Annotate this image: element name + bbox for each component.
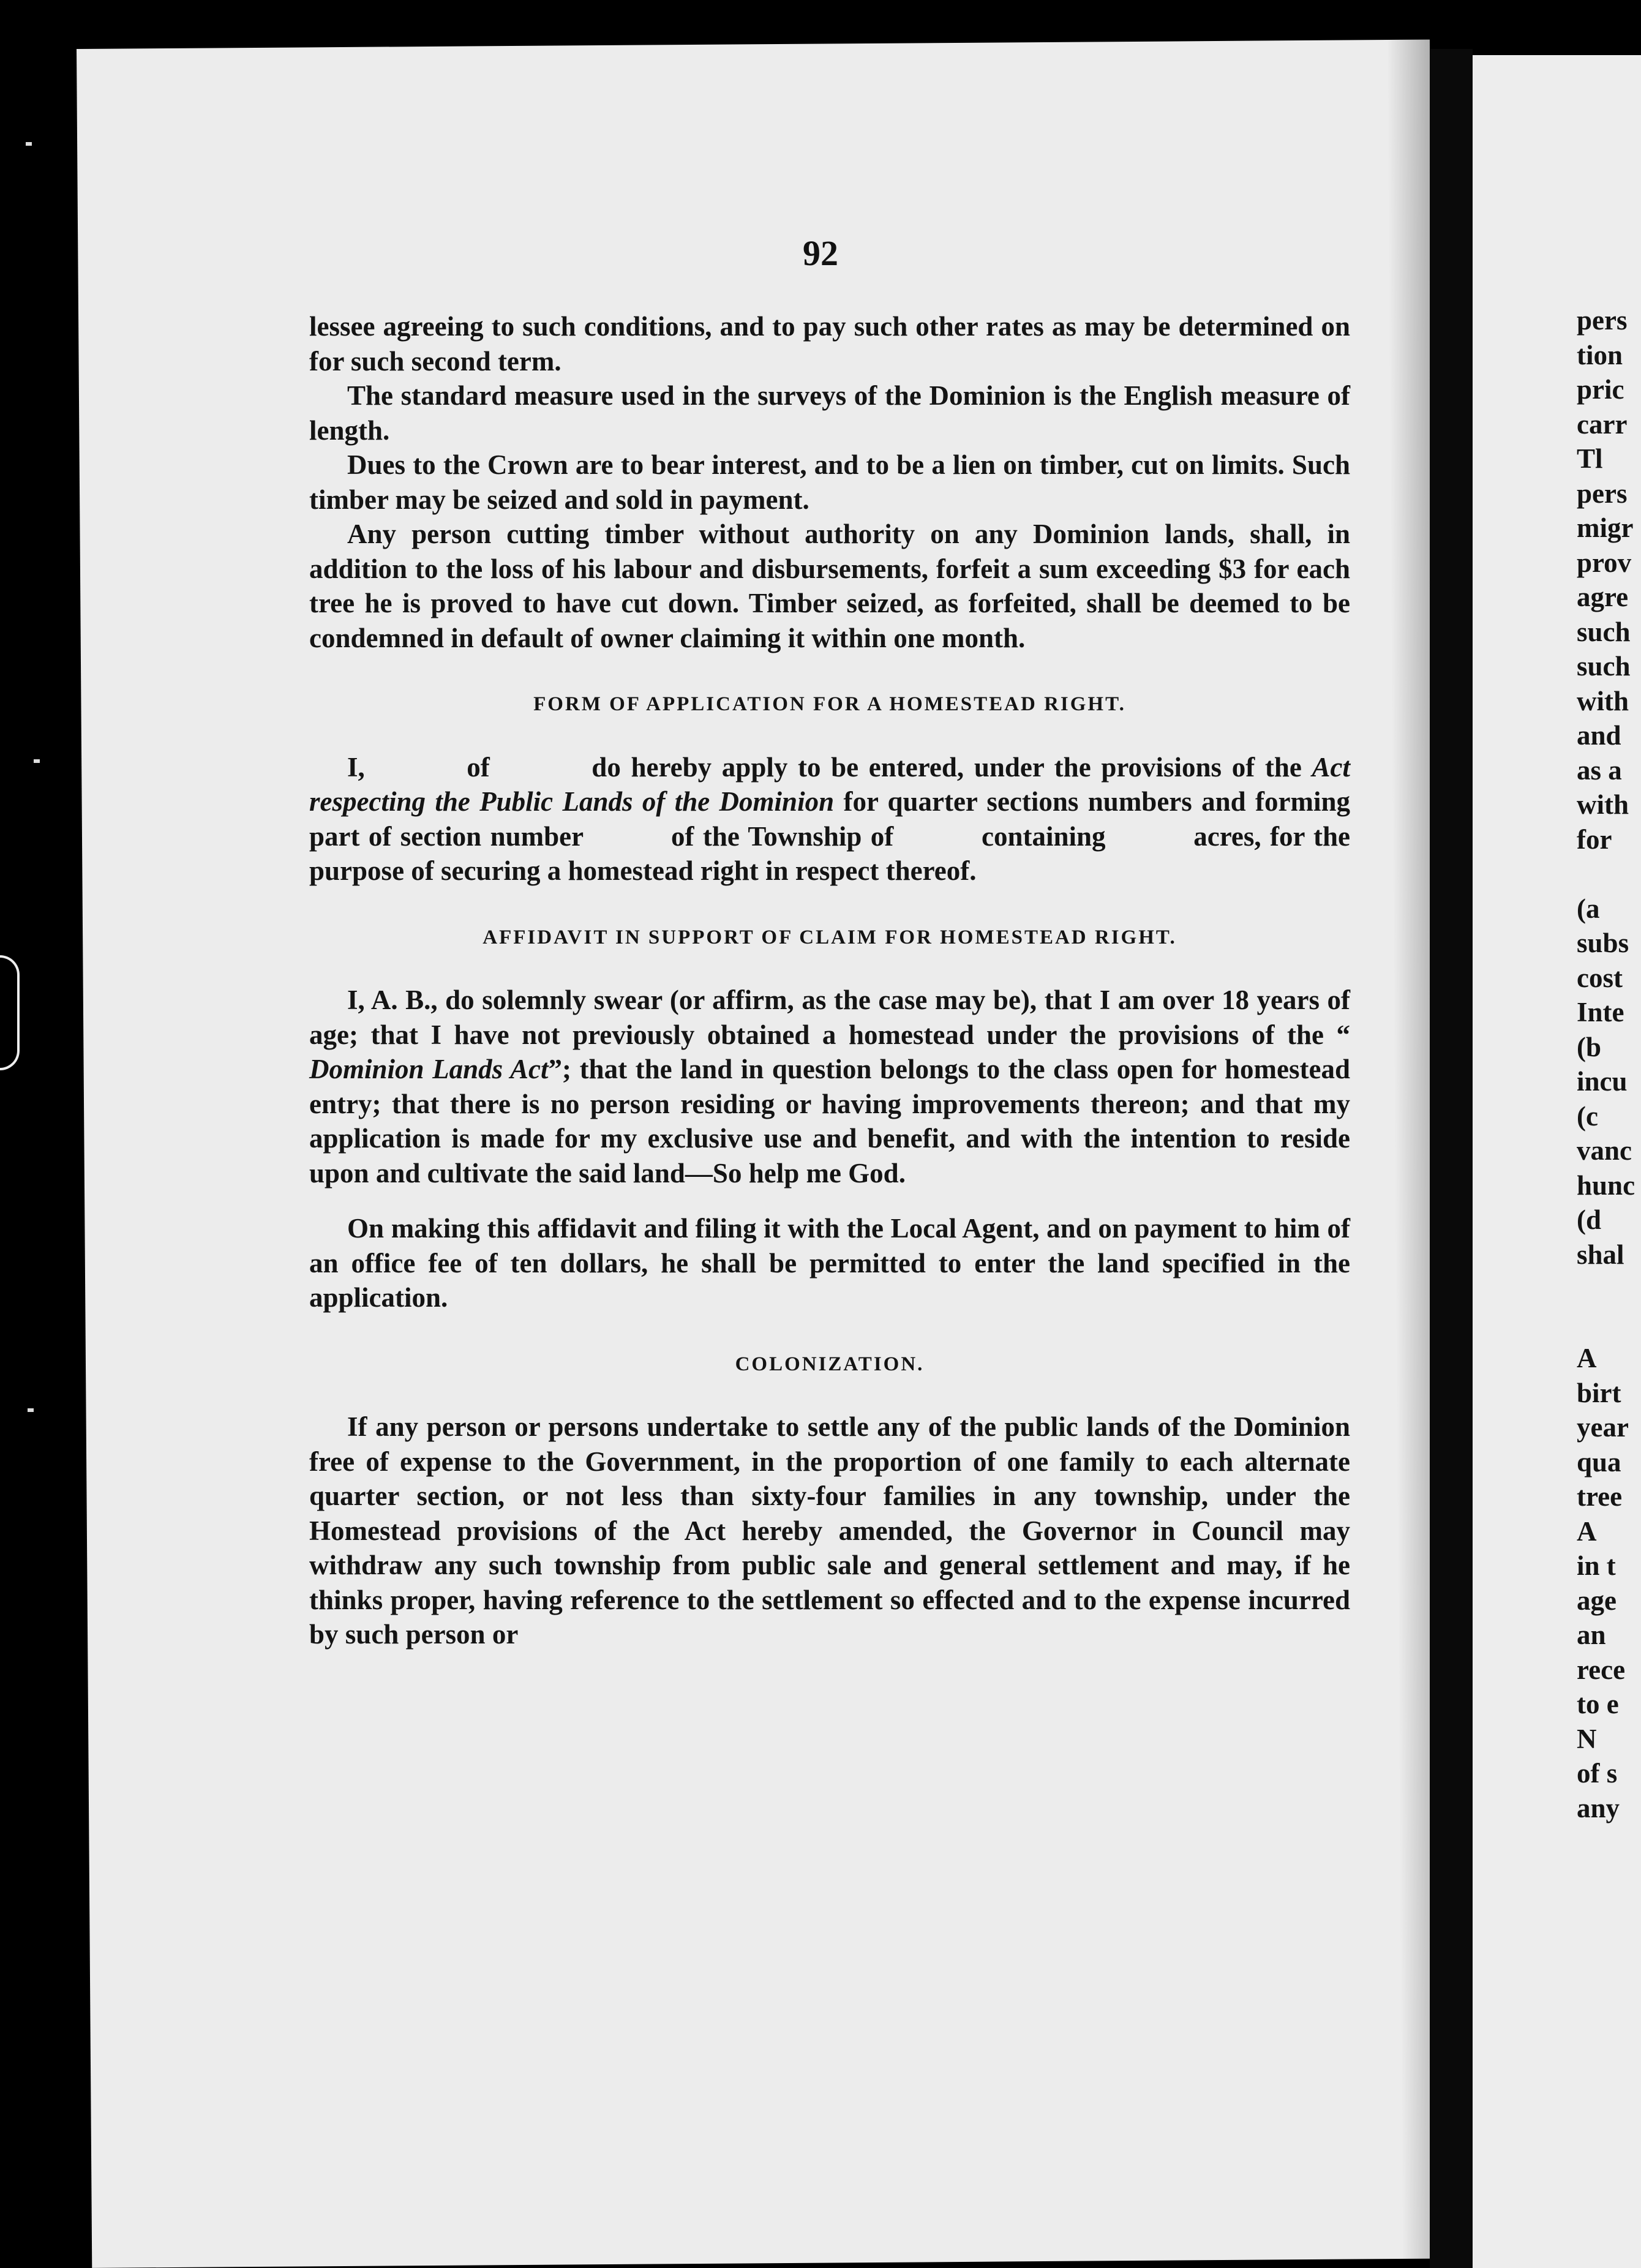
- heading-colonization: COLONIZATION.: [735, 1353, 925, 1375]
- right-page-line: tree: [1577, 1481, 1623, 1512]
- right-page-line: migr: [1577, 513, 1634, 543]
- right-page-line: (c: [1577, 1100, 1598, 1132]
- right-page-line: cost: [1577, 962, 1623, 993]
- right-page-line: (a: [1577, 893, 1600, 924]
- right-page-line: as a: [1577, 754, 1622, 786]
- right-page-line: shal: [1577, 1239, 1624, 1270]
- right-page-line: Inte: [1577, 997, 1624, 1027]
- right-page-line: [1577, 1307, 1635, 1342]
- right-page-line: carr: [1577, 408, 1628, 440]
- paragraph-office-fee: On making this affidavit and filing it with the Local Agent, and on payment to him of an office fee of ten dollars, he shall be permitted to enter the land specified in the application.: [309, 1213, 1350, 1313]
- paragraph-application-form: [309, 750, 1357, 888]
- paragraph-colonization: If any person or persons undertake to settle any of the public lands of the Dominion free of expense to the Government, in the proportion of one family to each alternate quarter section, or not less than sixty-four families in any township, under the Homestead provisions of the Act hereby amended, the Governor in Council may withdraw any such township from public sale and general settlement and may, if he thinks proper, having reference to the settlement so effected and to the expense incurred by such person or: [309, 1411, 1350, 1650]
- dominion-lands-act-title: Dominion Lands Act: [309, 1054, 549, 1084]
- paragraph-affidavit: [309, 983, 1350, 1190]
- right-page-line: pers: [1577, 305, 1628, 336]
- right-page-line: vanc: [1577, 1135, 1632, 1166]
- page-number: 92: [803, 233, 838, 273]
- right-page-line: with: [1577, 789, 1629, 820]
- right-page-line: [1577, 857, 1635, 892]
- paragraph-lessee: lessee agreeing to such conditions, and to pay such other rates as may be determined on for such second term.: [309, 311, 1350, 377]
- right-page-line: with: [1577, 685, 1629, 716]
- right-page-line: tion: [1577, 339, 1623, 370]
- right-page-line: subs: [1577, 928, 1629, 958]
- book-gutter: [1430, 49, 1473, 2268]
- right-page-line: any: [1577, 1792, 1620, 1823]
- scan-speck: [28, 1408, 34, 1412]
- right-page-line: A: [1577, 1343, 1597, 1373]
- right-page-line: N: [1577, 1723, 1597, 1754]
- act-title: Act respecting the Public Lands of the Dominion: [309, 751, 1350, 817]
- right-page-line: prov: [1577, 547, 1632, 578]
- scan-edge-mark: [0, 955, 20, 1070]
- right-page-line: pric: [1577, 374, 1624, 405]
- scan-speck: [26, 142, 32, 146]
- right-page-line: (d: [1577, 1204, 1602, 1235]
- right-page-line: birt: [1577, 1377, 1621, 1408]
- right-page-line: A: [1577, 1515, 1597, 1547]
- right-page-line: pers: [1577, 478, 1628, 509]
- right-page-line: hunc: [1577, 1170, 1635, 1201]
- paragraph-timber-cutting: Any person cutting timber without authority on any Dominion lands, shall, in addition to the loss of his labour and disbursements, forfeit a sum exceeding $3 for each tree he is proved to have cut down. Timber seized, as forfeited, shall be deemed to be condemned in default of owner claiming it within one month.: [309, 519, 1350, 653]
- page-body-text: [309, 309, 1357, 1652]
- affidavit-text-start: I, A. B., do solemnly swear (or affirm, as the case may be), that I am over 18 years of age; that I have not previously obtained a homestead under the provisions of the “: [309, 985, 1350, 1050]
- right-page-line: qua: [1577, 1446, 1621, 1478]
- right-page-line: and: [1577, 720, 1621, 751]
- right-page-line: for: [1577, 824, 1612, 855]
- right-page-line: such: [1577, 616, 1631, 647]
- right-page-line: Tl: [1577, 443, 1603, 474]
- application-text-start: I, of do hereby apply to be entered, under the provisions of the: [347, 751, 1312, 783]
- paragraph-standard-measure: The standard measure used in the surveys of the Dominion is the English measure of length.: [309, 380, 1350, 446]
- scan-speck: [34, 759, 40, 763]
- right-page-line: agre: [1577, 582, 1629, 612]
- right-page-line: year: [1577, 1412, 1629, 1443]
- right-page-line: age: [1577, 1585, 1617, 1616]
- right-page-line: incu: [1577, 1066, 1628, 1097]
- right-page-line: [1577, 1272, 1635, 1307]
- paragraph-crown-dues: Dues to the Crown are to bear interest, and to be a lien on timber, cut on limits. Such timber may be seized and sold in payment.: [309, 449, 1350, 515]
- right-page-line: such: [1577, 651, 1631, 682]
- right-page-line: rece: [1577, 1654, 1626, 1685]
- right-page-line: to e: [1577, 1689, 1619, 1719]
- affidavit-text-end: ”; that the land in question belongs to the class open for homestead entry; that there is no person residing or having improvements thereon; and that my application is made for my exclusive use and benefit, and with the intention to reside upon and cultivate the said land—So help me God.: [309, 1054, 1351, 1188]
- right-page-line: of s: [1577, 1758, 1618, 1789]
- right-page-text-fragments: [1577, 303, 1635, 1825]
- application-text-end: for quarter sections numbers and forming part of section number of the Township of containing acres, for the purpose of securing a homestead right in respect thereof.: [309, 786, 1357, 886]
- right-page-line: (b: [1577, 1031, 1602, 1062]
- heading-affidavit: AFFIDAVIT IN SUPPORT OF CLAIM FOR HOMESTEAD RIGHT.: [483, 926, 1177, 948]
- right-page-line: an: [1577, 1620, 1606, 1650]
- heading-application-form: FORM OF APPLICATION FOR A HOMESTEAD RIGHT.: [533, 693, 1126, 715]
- right-page-line: in t: [1577, 1550, 1616, 1581]
